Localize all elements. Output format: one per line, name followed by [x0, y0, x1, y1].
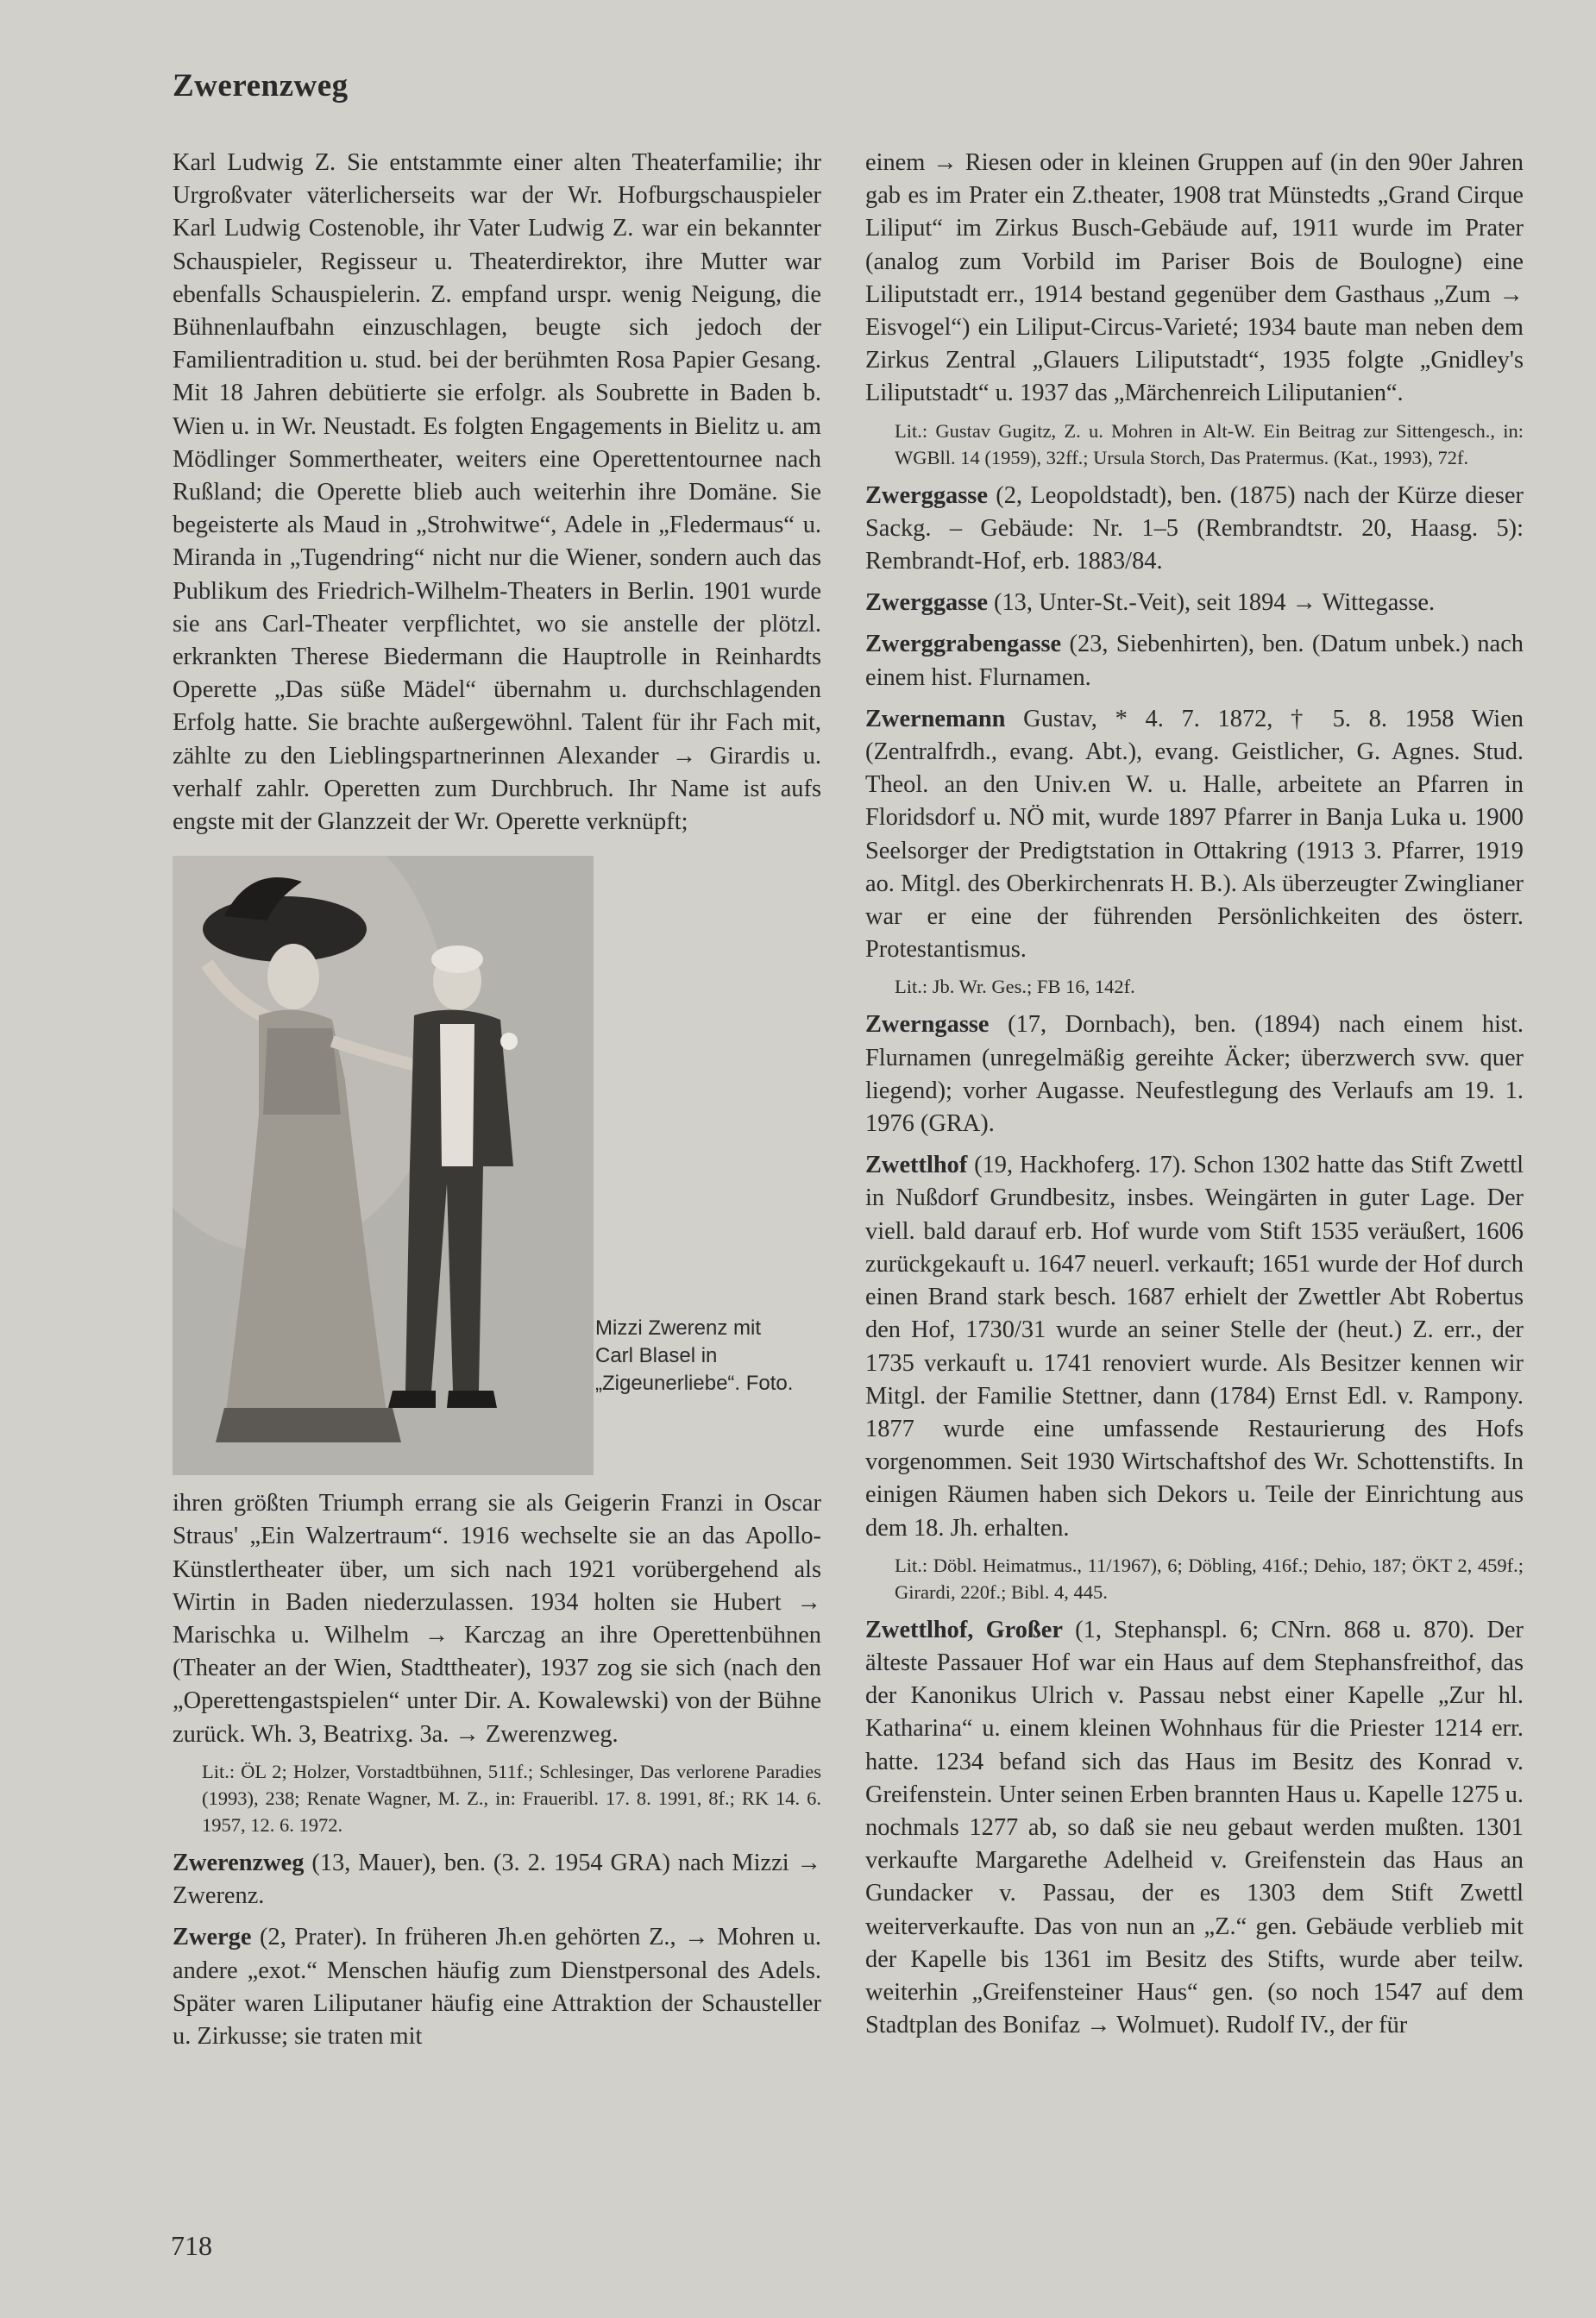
right-column: [865, 147, 1524, 2042]
entry-text: (23, Siebenhirten), ben. (Datum unbek.) nach einem hist. Flurnamen.: [865, 631, 1524, 691]
entry-zwerge: [173, 1921, 821, 2053]
zwerge-continuation: einem → Riesen oder in kleinen Gruppen auf (in den 90er Jahren gab es im Prater ein Z.theater, 1908 trat Münstedts „Grand Cirque Liliput“ im Zirkus Busch-Gebäude auf, 1911 wurde im Prater (analog zum Vorbild im Pariser Bois de Boulogne) eine Liliputstadt err., 1914 bestand gegenüber dem Gasthaus „Zum → Eisvogel“) ein Liliput-Circus-Varieté; 1934 baute man neben dem Zirkus Zentral „Glauers Liliputstadt“, 1935 folgte „Gnidley's Liliputstadt“ u. 1937 das „Märchenreich Liliputanien“.: [865, 149, 1524, 407]
entry-zwerggrabengasse: [865, 628, 1524, 694]
entry-zwettlhof: [865, 1149, 1524, 1544]
photo-caption: [595, 1315, 820, 1398]
zwerenz-biography-part1: Karl Ludwig Z. Sie entstammte einer alten Theaterfamilie; ihr Urgroßvater väterlicherseits war der Wr. Hofburgschauspieler Karl Ludwig Costenoble, ihr Vater Ludwig Z. war ein bekannter Schauspieler, Regisseur u. Theaterdirektor, ihre Mutter war ebenfalls Schauspielerin. Z. empfand urspr. wenig Neigung, die Bühnenlaufbahn einzuschlagen, beugte sich jedoch der Familientradition u. stud. bei der berühmten Rosa Papier Gesang. Mit 18 Jahren debütierte sie erfolgr. als Soubrette in Baden b. Wien u. in Wr. Neustadt. Es folgten Engagements in Bielitz u. am Mödlinger Sommertheater, weiters eine Operettentournee nach Rußland; die Operette blieb auch weiterhin ihre Domäne. Sie begeisterte als Maud in „Strohwitwe“, Adele in „Fledermaus“ u. Miranda in „Tugendring“ nicht nur die Wiener, sondern auch das Publikum des Friedrich-Wilhelm-Theaters in Berlin. 1901 wurde sie ans Carl-Theater verpflichtet, wo sie anstelle der plötzl. erkrankten Therese Biedermann die Hauptrolle in Reinhardts Operette „Das süße Mädel“ übernahm u. durchschlagenden Erfolg hatte. Sie brachte außergewöhnl. Talent für ihr Fach mit, zählte zu den Lieblingspartnerinnen Alexander → Girardis u. verhalf zahlr. Operetten zum Durchbruch. Ihr Name ist aufs engste mit der Glanzzeit der Wr. Operette verknüpft;: [173, 149, 821, 836]
entry-text: (13, Mauer), ben. (3. 2. 1954 GRA) nach Mizzi → Zwerenz.: [173, 1849, 821, 1910]
entry-keyword: Zwerggasse: [865, 481, 988, 509]
entry-text: (17, Dornbach), ben. (1894) nach einem hist. Flurnamen (unregelmäßig gereihte Äcker; überzwerch svw. quer liegend); vorher Augasse. Neufestlegung des Verlaufs am 19. 1. 1976 (GRA).: [865, 1011, 1524, 1138]
entry-zwerggasse-unter-st-veit: [865, 587, 1524, 619]
entry-zwerenzweg: [173, 1847, 821, 1913]
entry-text: (2, Leopoldstadt), ben. (1875) nach der Kürze dieser Sackg. – Gebäude: Nr. 1–5 (Rembrandtstr. 20, Haasg. 5): Rembrandt-Hof, erb. 1883/84.: [865, 481, 1524, 575]
entry-keyword: Zwernemann: [865, 705, 1006, 732]
caption-line: Carl Blasel in: [595, 1344, 718, 1368]
entry-keyword: Zwettlhof: [865, 1152, 968, 1179]
photo-illustration: [173, 856, 594, 1475]
literature-note: Lit.: Döbl. Heimatmus., 11/1967), 6; Döbling, 416f.; Dehio, 187; ÖKT 2, 459f.; Girardi, 220f.; Bibl. 4, 445.: [895, 1554, 1524, 1603]
entry-keyword: Zwerggasse: [865, 589, 988, 617]
left-column: [173, 147, 821, 2053]
entry-zwettlhof-grosser: [865, 1614, 1524, 2043]
photo-figure: [173, 856, 821, 1475]
literature-note: Lit.: Jb. Wr. Ges.; FB 16, 142f.: [895, 976, 1135, 998]
entry-keyword: Zwerngasse: [865, 1011, 990, 1039]
entry-keyword: Zwettlhof, Großer: [865, 1616, 1063, 1643]
entry-text: Gustav, * 4. 7. 1872, † 5. 8. 1958 Wien (Zentralfrdh., evang. Abt.), evang. Geistlicher, G. Agnes. Stud. Theol. an den Univ.en W. u. Halle, arbeitete an Pfarren in Floridsdorf u. NÖ mit, wurde 1897 Pfarrer in Banja Luka u. 1900 Seelsorger der Predigtstation in Ottakring (1913 3. Pfarrer, 1919 ao. Mitgl. des Oberkirchenrats H. B.). Als überzeugter Zwinglianer war er eine der führenden Persönlichkeiten des österr. Protestantismus.: [865, 705, 1524, 964]
entry-keyword: Zwerggrabengasse: [865, 631, 1062, 658]
literature-note: Lit.: Gustav Gugitz, Z. u. Mohren in Alt-W. Ein Beitrag zur Sittengesch., in: WGBll. 14 (1959), 32ff.; Ursula Storch, Das Pratermus. (Kat., 1993), 72f.: [895, 419, 1524, 468]
entry-zwernemann: [865, 703, 1524, 967]
zwerenz-biography-part2: ihren größten Triumph errang sie als Geigerin Franzi in Oscar Straus' „Ein Walzertraum“. 1916 wechselte sie an das Apollo-Künstlertheater über, um sich nach 1921 vorübergehend als Wirtin in Baden niederzulassen. 1934 holten sie Hubert → Marischka u. Wilhelm → Karczag an ihre Operettenbühnen (Theater an der Wien, Stadttheater), 1937 zog sie sich (nach den „Operettengastspielen“ unter Dir. A. Kowalewski) von der Bühne zurück. Wh. 3, Beatrixg. 3a. → Zwerenzweg.: [173, 1490, 821, 1748]
entry-text: (1, Stephanspl. 6; CNrn. 868 u. 870). Der älteste Passauer Hof war ein Haus auf dem Stephansfreithof, das der Kanonikus Ulrich v. Passau nebst einer Kapelle „Zur hl. Katharina“ u. einem kleinen Wohnhaus für die Priester 1214 err. hatte. 1234 befand sich das Haus im Besitz des Konrad v. Greifenstein. Unter seinen Erben brannten Haus u. Kapelle 1275 u. nochmals 1277 ab, so daß sie neu gebaut werden mußten. 1301 verkaufte Margarethe Adelheid v. Greifenstein das Haus an Gundacker v. Passau, der es 1303 dem Stift Zwettl weiterverkaufte. Das von nun an „Z.“ gen. Gebäude verblieb mit der Kapelle bis 1361 im Besitz des Stifts, wurde aber teilw. weiterhin „Greifensteiner Haus“ gen. (so noch 1547 auf dem Stadtplan des Bonifaz → Wolmuet). Rudolf IV., der für: [865, 1616, 1524, 2039]
entry-zwerngasse: [865, 1008, 1524, 1140]
caption-line: „Zigeunerliebe“. Foto.: [595, 1372, 794, 1396]
page-title: Zwerenzweg: [173, 68, 349, 104]
entry-text: (13, Unter-St.-Veit), seit 1894 → Wittegasse.: [987, 589, 1436, 617]
entry-text: (19, Hackhoferg. 17). Schon 1302 hatte das Stift Zwettl in Nußdorf Grundbesitz, insbes. Weingärten in guter Lage. Der viell. bald darauf erb. Hof wurde vom Stift 1535 veräußert, 1606 zurückgekauft u. 1647 neuerl. verkauft; 1651 wurde der Hof durch einen Brand stark besch. 1687 erhielt der Zwettler Abt Robertus den Hof, 1730/31 wurde an seiner Stelle der (heut.) Z. err., der 1735 verkauft u. 1741 renoviert wurde. Als Besitzer kennen wir Mitgl. der Familie Stettner, dann (1784) Ernst Edl. v. Rampony. 1877 wurde eine umfassende Restaurierung des Hofs vorgenommen. Seit 1930 Wirtschaftshof des Wr. Schottenstifts. In einigen Räumen haben sich Dekors u. Teile der Einrichtung aus dem 18. Jh. erhalten.: [865, 1152, 1524, 1542]
entry-keyword: Zwerge: [173, 1924, 252, 1951]
entry-zwerggasse-leopoldstadt: [865, 480, 1524, 579]
photo-zwerenz-blasel: [173, 856, 594, 1475]
caption-line: Mizzi Zwerenz mit: [595, 1316, 762, 1341]
page-number: 718: [171, 2230, 212, 2261]
entry-text: (2, Prater). In früheren Jh.en gehörten Z., → Mohren u. andere „exot.“ Menschen häufig zum Dienstpersonal des Adels. Später waren Liliputaner häufig eine Attraktion der Schausteller u. Zirkusse; sie traten mit: [173, 1924, 821, 2050]
entry-keyword: Zwerenzweg: [173, 1849, 305, 1876]
literature-note: Lit.: ÖL 2; Holzer, Vorstadtbühnen, 511f.; Schlesinger, Das verlorene Paradies (1993), 238; Renate Wagner, M. Z., in: Fraueribl. 17. 8. 1991, 8f.; RK 14. 6. 1957, 12. 6. 1972.: [202, 1760, 821, 1836]
